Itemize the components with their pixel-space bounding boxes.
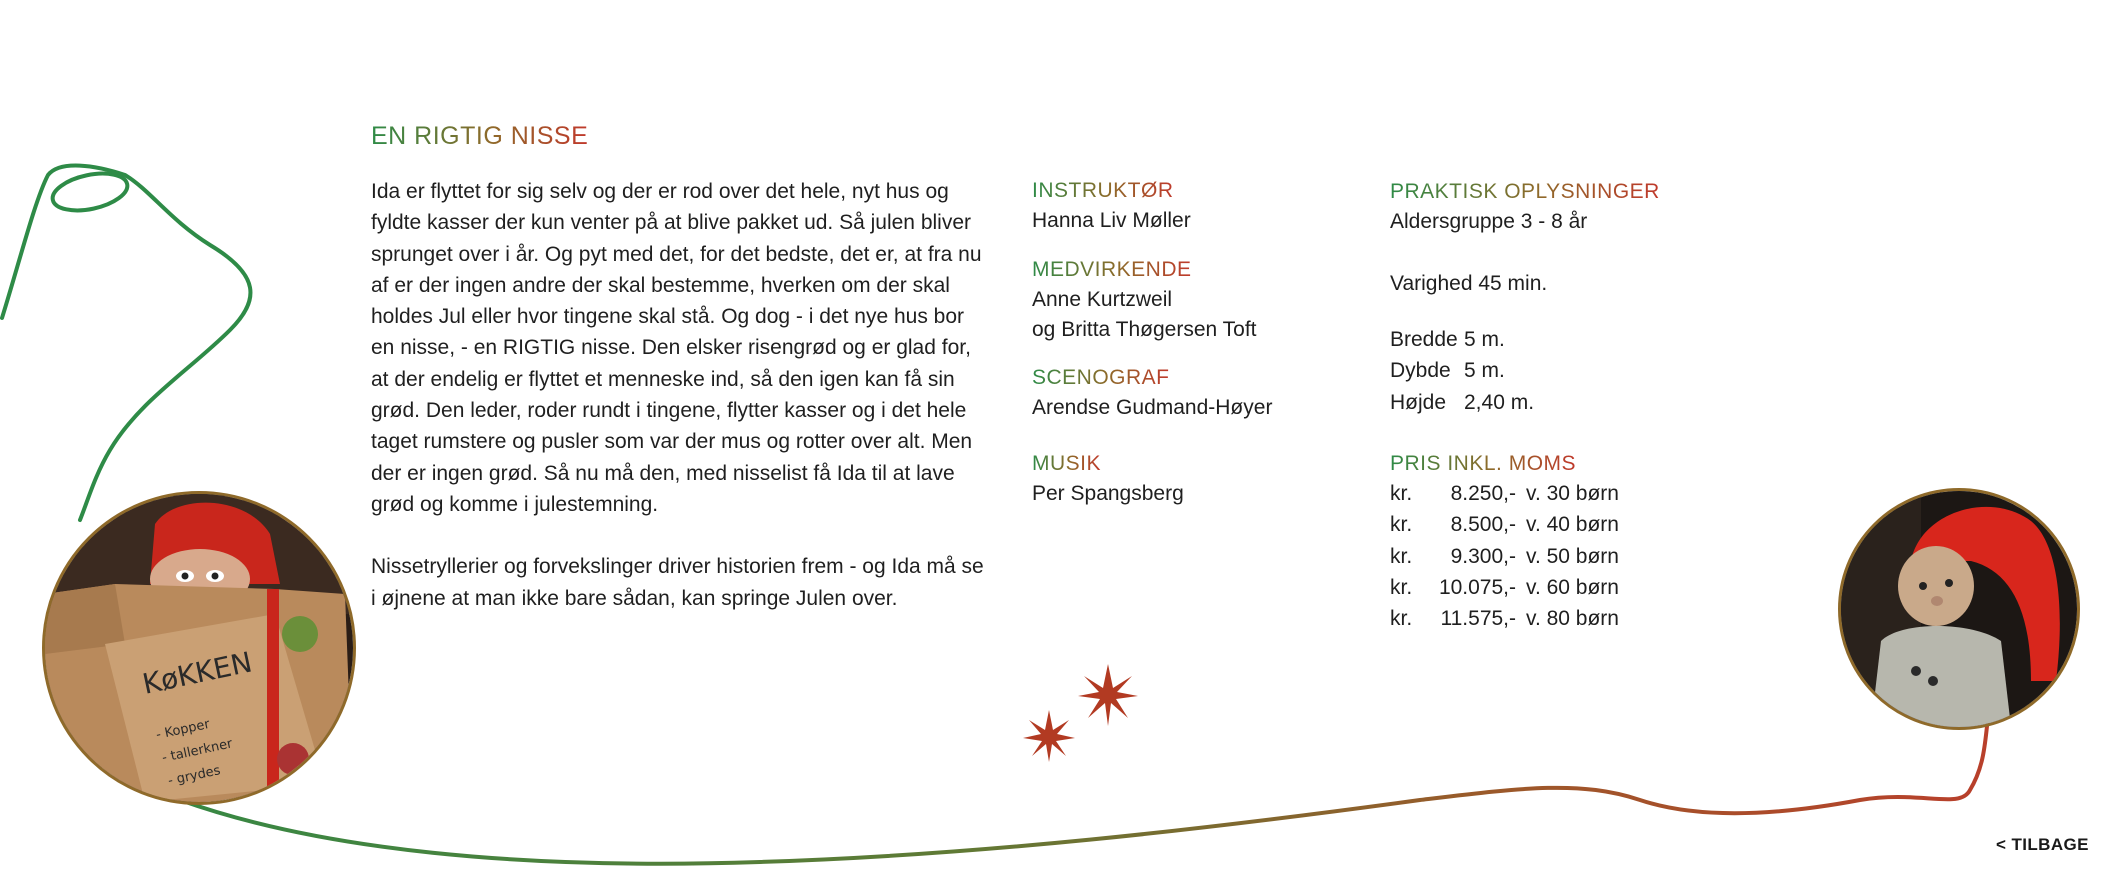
price-heading: PRIS INKL. MOMS bbox=[1390, 449, 1576, 479]
dimension-label: Højde bbox=[1390, 390, 1447, 414]
credit-medvirkende bbox=[1032, 255, 1362, 345]
price-currency: kr. bbox=[1390, 607, 1413, 631]
stage-dimensions bbox=[1390, 324, 1720, 418]
price-children: v. 50 børn bbox=[1526, 544, 1619, 568]
story-text bbox=[371, 176, 991, 645]
thread-loop bbox=[49, 167, 130, 216]
dimension-value: 5 m. bbox=[1464, 359, 1505, 383]
page-title: EN RIGTIG NISSE bbox=[371, 122, 589, 150]
practical-info-heading: PRAKTISK OPLYSNINGER bbox=[1390, 177, 1660, 207]
credit-scenograf bbox=[1032, 363, 1362, 423]
medvirkende-label: MEDVIRKENDE bbox=[1032, 255, 1192, 285]
price-currency: kr. bbox=[1390, 544, 1413, 568]
dimension-row bbox=[1390, 387, 1720, 418]
price-row bbox=[1390, 572, 1720, 603]
price-children: v. 30 børn bbox=[1526, 482, 1619, 505]
price-amount: 11.575,- bbox=[1440, 607, 1516, 631]
thread-top-left bbox=[2, 166, 250, 520]
story-paragraph-2: Nissetryllerier og forvekslinger driver historien frem - og Ida må se i øjnene at man ikke bare sådan, kan springe Julen over. bbox=[371, 555, 984, 610]
price-amount: 10.075,- bbox=[1438, 575, 1516, 599]
star-small bbox=[1023, 710, 1075, 762]
instruktor-label: INSTRUKTØR bbox=[1032, 176, 1174, 206]
price-amount: 8.500,- bbox=[1450, 513, 1516, 537]
box-list-line-3: - grydes bbox=[166, 763, 222, 789]
thread-bottom bbox=[180, 718, 1988, 864]
price-list bbox=[1390, 478, 1720, 634]
price-row bbox=[1390, 478, 1720, 509]
price-children: v. 80 børn bbox=[1526, 607, 1619, 631]
dimension-label: Dybde bbox=[1390, 359, 1451, 383]
price-currency: kr. bbox=[1390, 513, 1413, 537]
price-amount: 8.250,- bbox=[1450, 482, 1516, 505]
age-group: Aldersgruppe 3 - 8 år bbox=[1390, 210, 1588, 233]
photo-nisse-puppet-illustration bbox=[1841, 491, 2077, 727]
price-currency: kr. bbox=[1390, 482, 1413, 505]
price-children: v. 60 børn bbox=[1526, 575, 1619, 599]
dimension-value: 5 m. bbox=[1464, 328, 1505, 351]
credit-musik bbox=[1032, 449, 1362, 509]
back-link[interactable]: < TILBAGE bbox=[1996, 835, 2089, 854]
dimension-row bbox=[1390, 324, 1720, 355]
photo-nisse-puppet bbox=[1838, 488, 2080, 730]
price-row bbox=[1390, 603, 1720, 634]
price-row bbox=[1390, 509, 1720, 540]
star-large bbox=[1078, 664, 1138, 726]
photo-nisse-box-illustration bbox=[45, 494, 353, 802]
scenograf-label: SCENOGRAF bbox=[1032, 363, 1170, 393]
photo-nisse-box bbox=[42, 491, 356, 805]
dimension-row bbox=[1390, 355, 1720, 386]
dimension-value: 2,40 m. bbox=[1464, 390, 1535, 414]
credit-instruktor bbox=[1032, 176, 1362, 236]
box-list-line-1: - Kopper bbox=[154, 716, 212, 743]
price-children: v. 40 børn bbox=[1526, 513, 1619, 537]
box-label-text: KøKKEN bbox=[139, 645, 255, 701]
price-amount: 9.300,- bbox=[1450, 544, 1516, 568]
medvirkende-name-2: og Britta Thøgersen Toft bbox=[1032, 318, 1257, 341]
dimension-label: Bredde bbox=[1390, 328, 1458, 351]
instruktor-name: Hanna Liv Møller bbox=[1032, 209, 1191, 232]
price-currency: kr. bbox=[1390, 575, 1413, 599]
price-row bbox=[1390, 541, 1720, 572]
medvirkende-name-1: Anne Kurtzweil bbox=[1032, 288, 1173, 311]
scenograf-name: Arendse Gudmand-Høyer bbox=[1032, 396, 1273, 419]
duration: Varighed 45 min. bbox=[1390, 272, 1548, 295]
musik-name: Per Spangsberg bbox=[1032, 482, 1184, 505]
box-list-line-2: - tallerkner bbox=[160, 736, 234, 766]
musik-label: MUSIK bbox=[1032, 449, 1101, 479]
story-paragraph-1: Ida er flyttet for sig selv og der er rod over det hele, nyt hus og fyldte kasser der kun venter på at blive pakket ud. Så julen bliver sprunget over i år. Og pyt med det, for det bedste, det er, at fra nu af er der ingen andre der skal bestemme, hverken om der skal holdes Jul eller hvor tingene skal stå. Og dog - i det nye hus bor en nisse, - en RIGTIG nisse. Den elsker risengrød og er glad for, at der endelig er flyttet et menneske ind, så den igen kan få sin grød. Den leder, roder rundt i tingene, flytter kasser og i det hele taget rumstere og pusler som var der mus og rotter over alt. Men der er ingen grød. Så nu må den, med nisselist få Ida til at lave grød og komme i julestemning. bbox=[371, 180, 982, 516]
